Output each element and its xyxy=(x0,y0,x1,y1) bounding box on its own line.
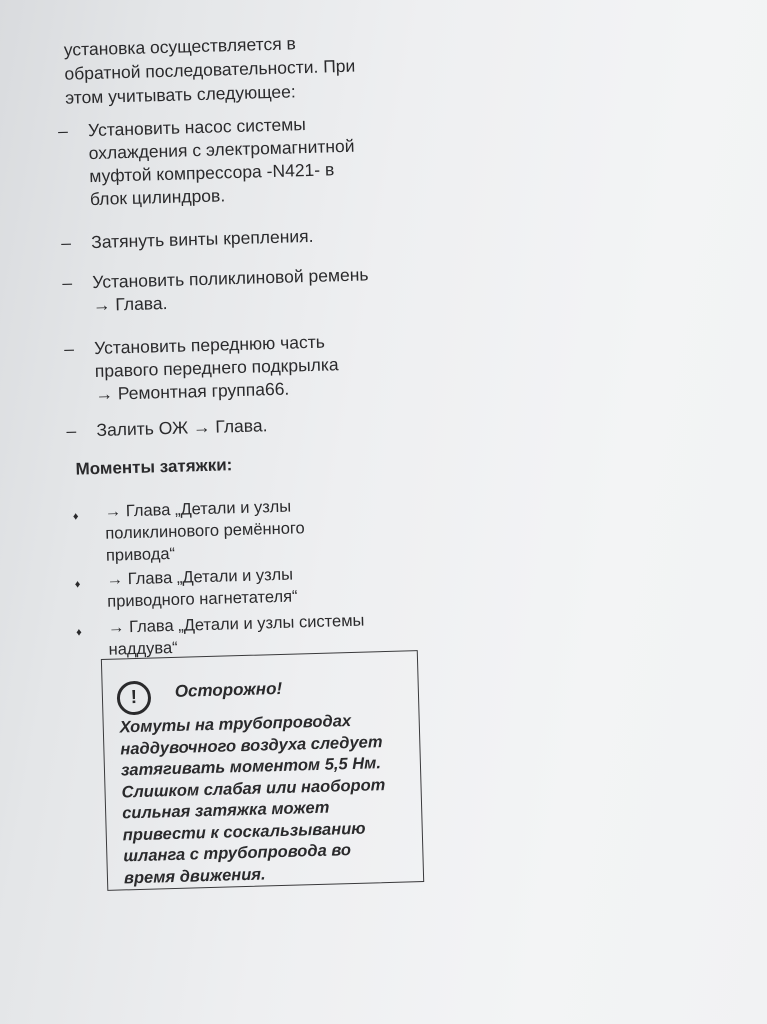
reference-item-belt-drive xyxy=(68,493,388,565)
step-line: Установить поликлиновой ремень xyxy=(92,264,369,293)
step-item-fill-coolant xyxy=(66,411,396,441)
step-item-install-liner xyxy=(63,329,394,405)
dash-marker: – xyxy=(62,272,73,293)
intro-paragraph xyxy=(63,29,395,110)
caution-line: затягивать моментом 5,5 Нм. xyxy=(120,754,382,780)
reference-line: поликлинового ремённого xyxy=(105,519,305,543)
reference-line: → Глава „Детали и узлы xyxy=(106,565,294,589)
diamond-bullet-icon: ♦ xyxy=(75,626,82,639)
step-line: охлаждения с электромагнитной xyxy=(88,135,355,164)
caution-text xyxy=(119,709,414,889)
caution-title: Осторожно! xyxy=(174,678,283,701)
step-text xyxy=(88,111,390,211)
intro-line: установка осуществляется в xyxy=(63,33,297,60)
step-line: блок цилиндров. xyxy=(89,185,226,210)
diamond-bullet-icon: ♦ xyxy=(72,510,79,523)
step-line: правого переднего подкрылка xyxy=(94,354,339,382)
step-text xyxy=(91,223,392,254)
reference-line: наддува“ xyxy=(108,638,178,659)
dash-marker: – xyxy=(63,338,75,359)
step-item-install-pump xyxy=(57,111,388,210)
dash-marker: – xyxy=(57,120,69,141)
exclamation-icon: ! xyxy=(116,681,151,716)
step-line: → Ремонтная группа66. xyxy=(95,378,290,405)
reference-text xyxy=(104,493,376,567)
intro-line: этом учитывать следующее: xyxy=(64,81,296,108)
caution-line: наддувочного воздуха следует xyxy=(120,732,383,758)
dash-marker: – xyxy=(60,232,72,253)
step-line: Установить переднюю часть xyxy=(93,331,326,359)
intro-line: обратной последовательности. При xyxy=(64,55,356,84)
instruction-sheet xyxy=(55,10,439,900)
caution-line: шланга с трубопровода во xyxy=(123,841,352,866)
step-line: муфтой компрессора -N421- в xyxy=(89,159,335,187)
caution-box xyxy=(101,650,424,891)
step-line: → Глава. xyxy=(92,292,168,316)
step-item-install-belt xyxy=(62,263,392,316)
step-text xyxy=(96,411,397,442)
step-item-tighten-screws xyxy=(60,223,391,253)
torque-heading: Моменты затяжки: xyxy=(75,455,233,479)
caution-line: Слишком слабая или наоборот xyxy=(121,775,386,801)
step-text xyxy=(94,329,396,406)
step-line: Установить насос системы xyxy=(87,114,307,141)
caution-line: время движения. xyxy=(123,864,266,887)
reference-line: → Глава „Детали и узлы системы xyxy=(107,611,365,637)
reference-line: привода“ xyxy=(105,544,176,565)
step-text xyxy=(92,263,393,317)
dash-marker: – xyxy=(66,420,77,441)
reference-line: → Глава „Детали и узлы xyxy=(104,497,292,521)
reference-text xyxy=(106,561,377,613)
caution-line: сильная затяжка может xyxy=(121,798,330,823)
diamond-bullet-icon: ♦ xyxy=(74,578,81,591)
reference-line: приводного нагнетателя“ xyxy=(107,587,298,611)
step-line: Залить ОЖ → Глава. xyxy=(96,415,268,440)
caution-line: Хомуты на трубопроводах xyxy=(119,712,352,737)
caution-line: привести к соскальзыванию xyxy=(122,819,366,844)
step-line: Затянуть винты крепления. xyxy=(90,225,314,253)
